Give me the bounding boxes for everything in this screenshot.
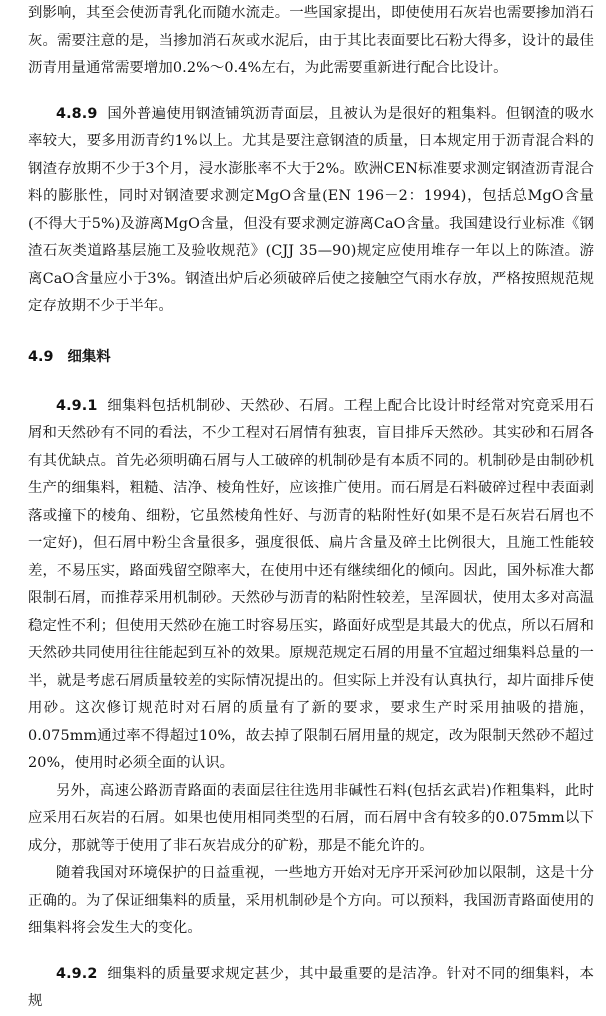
- paragraph-text: 细集料包括机制砂、天然砂、石屑。工程上配合比设计时经常对究竟采用石屑和天然砂有不同的看法，不少工程对石屑情有独衷，盲目排斥天然砂。其实砂和石屑各有其优缺点。首先必须明确石屑与人工破碎的机制砂是有本质不同的。机制砂是由制砂机生产的细集料，粗糙、洁净、棱角性好，应该推广使用。而石屑是石料破碎过程中表面剥落或撞下的棱角、细粉，它虽然棱角性好、与沥青的粘附性好(如果不是石灰岩石屑也不一定好)，但石屑中粉尘含量很多，强度很低、扁片含量及碎土比例很大，且施工性能较差，不易压实，路面残留空隙率大，在使用中还有继续细化的倾向。因此，国外标准大都限制石屑，而推荐采用机制砂。天然砂与沥青的粘附性较差，呈浑圆状，使用太多对高温稳定性不利；但使用天然砂在施工时容易压实，路面好成型是其最大的优点，所以石屑和天然砂共同使用往往能起到互补的效果。原规范规定石屑的用量不宜超过细集料总量的一半，就是考虑石屑质量较差的实际情况提出的。但实际上并没有认真执行，却片面排斥使用砂。这次修订规范时对石屑的质量有了新的要求，要求生产时采用抽吸的措施，0.075mm通过率不得超过10%，故去掉了限制石屑用量的规定，改为限制天然砂不超过20%，使用时必须全面的认识。: [28, 397, 594, 771]
- paragraph-continued: 到影响，其至会使沥青乳化而随水流走。一些国家提出，即使使用石灰岩也需要掺加消石灰。需要注意的是，当掺加消石灰或水泥后，由于其比表面要比石粉大得多，设计的最佳沥青用量通常需要增加0.2%～0.4%左右，为此需要重新进行配合比设计。: [28, 5, 594, 76]
- paragraph-another: 另外，高速公路沥青路面的表面层往往选用非碱性石料(包括玄武岩)作粗集料，此时应采用石灰岩的石屑。如果也使用相同类型的石屑，而石屑中含有较多的0.075mm以下成分，那就等于使用了非石灰岩成分的矿粉，那是不能允许的。: [28, 782, 594, 854]
- clause-number: 4.9.1: [56, 397, 98, 414]
- paragraph-text: 国外普遍使用钢渣铺筑沥青面层，且被认为是很好的粗集料。但钢渣的吸水率较大，要多用沥青约1%以上。尤其是要注意钢渣的质量，日本规定用于沥青混合料的钢渣存放期不少于3个月，浸水澎胀率不大于2%。欧洲CEN标准要求测定钢渣沥青混合料的膨胀性，同时对钢渣要求测定MgO含量(EN 196－2：1994)，包括总MgO含量(不得大于5%)及游离MgO含量，但没有要求测定游离CaO含量。我国建设行业标准《钢渣石灰类道路基层施工及验收规范》(CJJ 35—90)规定应使用堆存一年以上的陈渣。游离CaO含量应小于3%。钢渣出炉后必须破碎后使之接触空气雨水存放，严格按照规范规定存放期不少于半年。: [28, 105, 594, 314]
- spacer: [28, 83, 594, 101]
- paragraph-4-9-1: [28, 393, 594, 778]
- section-number: 4.9: [28, 348, 54, 365]
- spacer: [28, 943, 594, 961]
- paragraph-4-9-2: [28, 961, 594, 1016]
- section-heading-4-9: [28, 347, 594, 367]
- paragraph-text: 细集料的质量要求规定甚少，其中最重要的是洁净。针对不同的细集料，本规: [28, 965, 594, 1009]
- section-title: 细集料: [67, 348, 111, 365]
- clause-number: 4.9.2: [56, 965, 98, 982]
- paragraph-4-8-9: [28, 101, 594, 321]
- paragraph-environment: 随着我国对环境保护的日益重视，一些地方开始对无序开采河砂加以限制，这是十分正确的。为了保证细集料的质量，采用机制砂是个方向。可以预料，我国沥青路面使用的细集料将会发生大的变化。: [28, 865, 594, 936]
- clause-number: 4.8.9: [56, 105, 98, 122]
